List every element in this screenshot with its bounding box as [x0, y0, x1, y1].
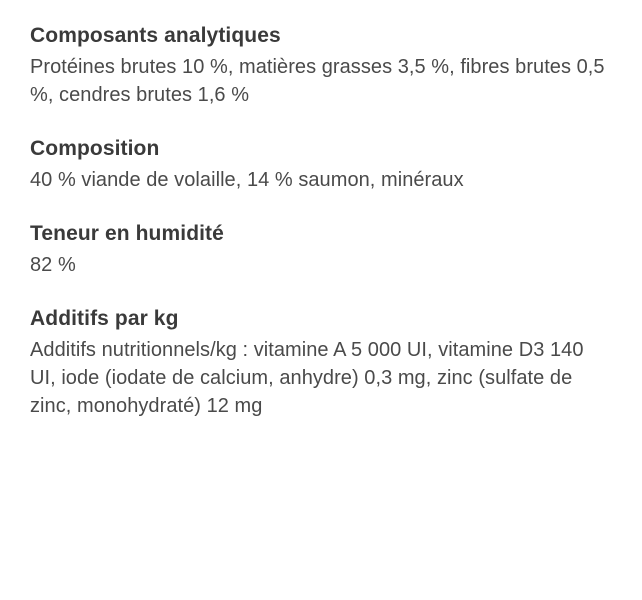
section-body: Protéines brutes 10 %, matières grasses 3,5 %, fibres brutes 0,5 %, cendres brutes 1,6 %	[30, 56, 605, 106]
section-composition	[30, 135, 612, 194]
section-composants-analytiques	[30, 22, 612, 109]
section-title: Additifs par kg	[30, 307, 179, 330]
section-title: Composition	[30, 137, 160, 160]
section-body: 40 % viande de volaille, 14 % saumon, minéraux	[30, 169, 464, 191]
section-teneur-en-humidite	[30, 220, 612, 279]
section-title: Composants analytiques	[30, 24, 281, 47]
section-body: 82 %	[30, 254, 76, 276]
section-body: Additifs nutritionnels/kg : vitamine A 5 000 UI, vitamine D3 140 UI, iode (iodate de calcium, anhydre) 0,3 mg, zinc (sulfate de zinc, monohydraté) 12 mg	[30, 339, 584, 417]
section-title: Teneur en humidité	[30, 222, 224, 245]
section-additifs-par-kg	[30, 305, 612, 420]
